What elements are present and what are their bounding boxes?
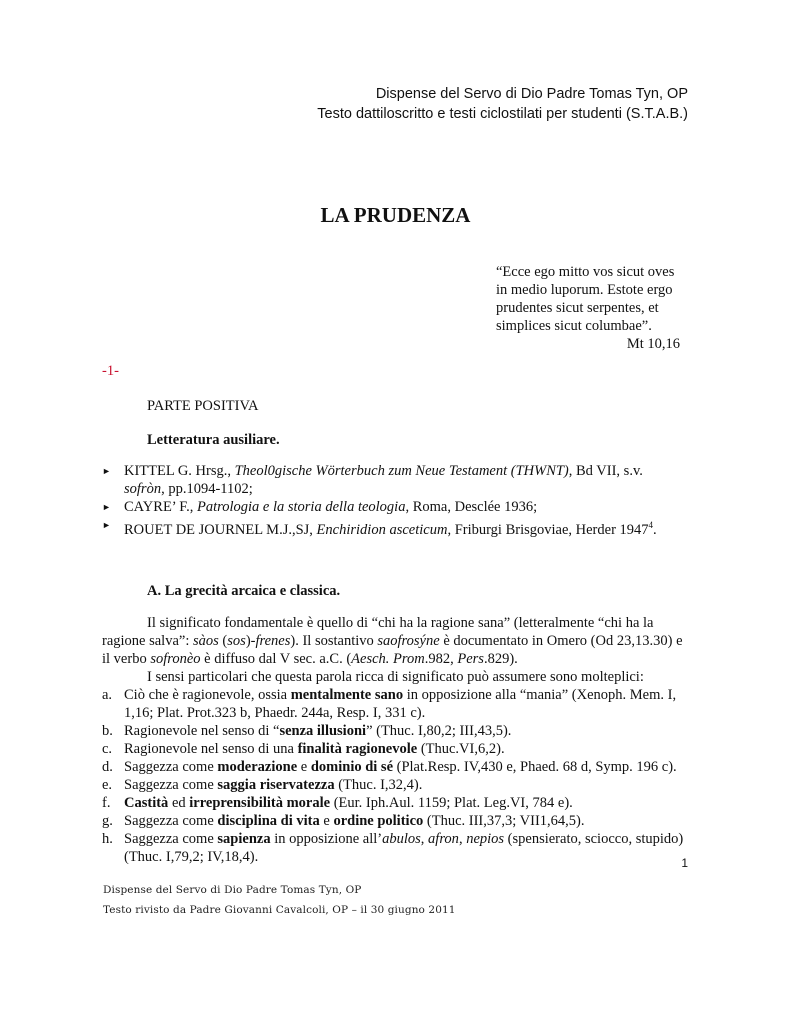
bullet-icon: ► (102, 520, 111, 530)
page-marker: -1- (102, 363, 119, 379)
literature-heading: Letteratura ausiliare. (147, 432, 280, 448)
list-item: Ragionevole nel senso di una finalità ragionevole (Thuc.VI,6,2). (124, 741, 505, 757)
list-marker: g. (102, 813, 113, 829)
paragraph: I sensi particolari che questa parola ricca di significato può assumere sono molteplici: (147, 669, 644, 685)
list-marker: c. (102, 741, 113, 757)
bibliography-item: ROUET DE JOURNEL M.J.,SJ, Enchiridion asceticum, Friburgi Brisgoviae, Herder 1947$^4$. (124, 520, 657, 538)
subsection-heading: A. La grecità arcaica e classica. (147, 583, 341, 599)
list-item: Saggezza come saggia riservatezza (Thuc. I,32,4). (124, 777, 423, 793)
list-item: Ciò che è ragionevole, ossia mentalmente sano in opposizione alla “mania” (Xenoph. Mem. I, 1,16; Plat. Prot.323 b, Phaedr. 244a, Resp. I, 331 c). (124, 687, 677, 721)
list-marker: d. (102, 759, 113, 775)
epigraph-line: “Ecce ego mitto vos sicut oves (496, 264, 675, 280)
document-title: LA PRUDENZA (320, 203, 471, 227)
footer-line-1: Dispense del Servo di Dio Padre Tomas Tyn, OP (103, 884, 362, 896)
list-marker: b. (102, 723, 113, 739)
footer-line-2: Testo rivisto da Padre Giovanni Cavalcoli, OP – il 30 giugno 2011 (103, 904, 456, 916)
epigraph-line: in medio luporum. Estote ergo (496, 282, 673, 298)
bullet-icon: ► (102, 502, 111, 512)
list-marker: e. (102, 777, 113, 793)
section-heading: PARTE POSITIVA (147, 398, 259, 414)
header-line-1: Dispense del Servo di Dio Padre Tomas Tyn, OP (375, 86, 688, 102)
list-item: Saggezza come moderazione e dominio di sé (Plat.Resp. IV,430 e, Phaed. 68 d, Symp. 196 c). (124, 759, 677, 775)
bibliography-item: KITTEL G. Hrsg., Theol0gische Wörterbuch zum Neue Testament (THWNT), Bd VII, s.v. sofròn, pp.1094-1102; (124, 463, 643, 497)
bibliography-item: CAYRE’ F., Patrologia e la storia della teologia, Roma, Desclée 1936; (124, 499, 538, 515)
epigraph-line: simplices sicut columbae”. (496, 318, 652, 334)
bullet-icon: ► (102, 466, 111, 476)
epigraph-line: prudentes sicut serpentes, et (496, 300, 659, 316)
list-marker: h. (102, 831, 113, 847)
list-marker: f. (102, 795, 111, 811)
list-marker: a. (102, 687, 113, 703)
header-line-2: Testo dattiloscritto e testi ciclostilati per studenti (S.T.A.B.) (317, 106, 688, 122)
epigraph-reference: Mt 10,16 (626, 336, 680, 352)
paragraph: Il significato fondamentale è quello di “chi ha la ragione sana” (letteralmente “chi ha la ragione salva”: sàos (sos)-frenes). Il sostantivo saofrosýne è documentato in Omero (Od 23,13.30) e il verbo sofronèo è diffuso dal V sec. a.C. (Aesch. Prom.982, Pers.829). (102, 615, 683, 667)
list-item: Saggezza come sapienza in opposizione all’abulos, afron, nepios (spensierato, sciocco, stupido) (Thuc. I,79,2; IV,18,4). (124, 831, 684, 865)
list-item: Ragionevole nel senso di “senza illusioni” (Thuc. I,80,2; III,43,5). (124, 723, 512, 739)
list-item: Castità ed irreprensibilità morale (Eur. Iph.Aul. 1159; Plat. Leg.VI, 784 e). (124, 795, 573, 811)
page-number: 1 (681, 856, 688, 870)
list-item: Saggezza come disciplina di vita e ordine politico (Thuc. III,37,3; VII1,64,5). (124, 813, 585, 829)
epigraph (496, 263, 688, 353)
